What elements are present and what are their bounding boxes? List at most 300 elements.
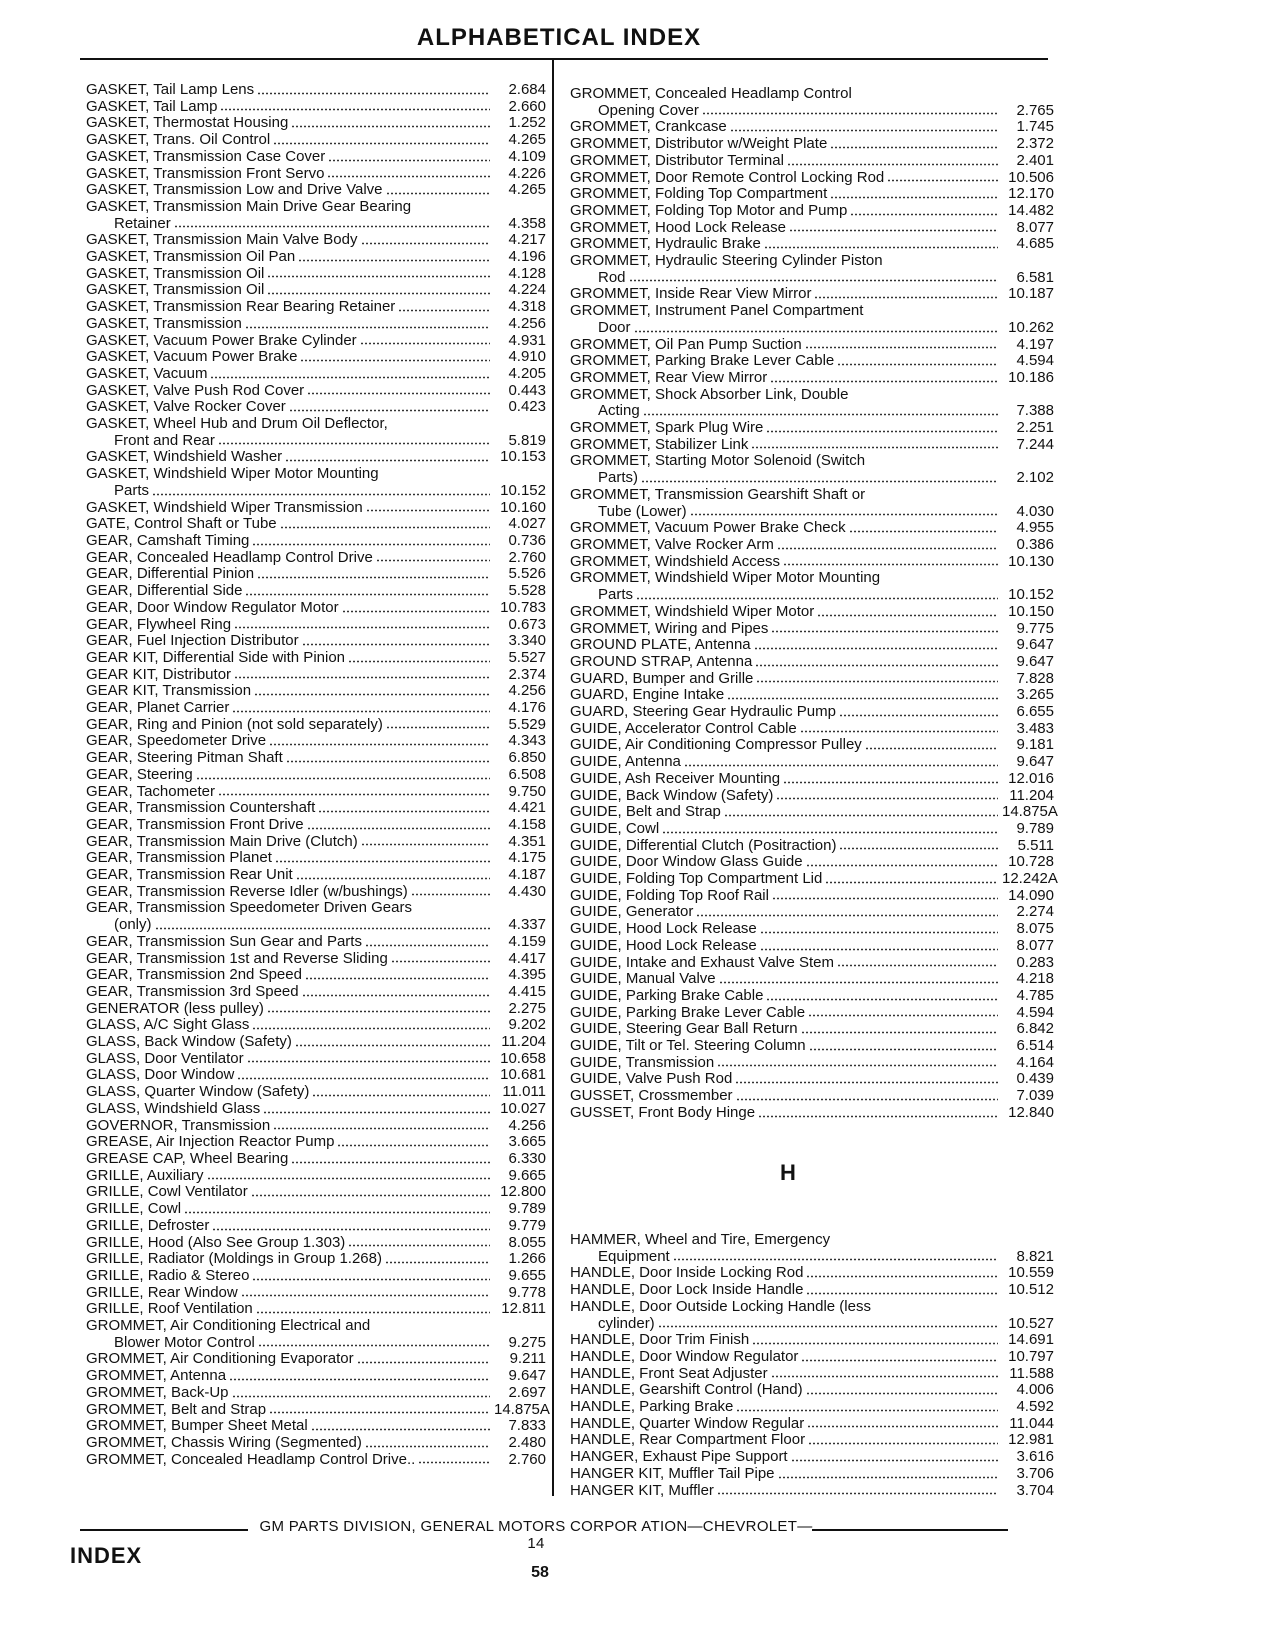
entry-page-ref: 12.800 bbox=[500, 1183, 546, 1201]
entry-page-ref: 2.760 bbox=[508, 1450, 546, 1468]
index-entry bbox=[80, 650, 546, 667]
dot-leader bbox=[673, 1258, 998, 1261]
entry-text: GLASS, Windshield Glass bbox=[86, 1099, 261, 1117]
dot-leader bbox=[752, 1342, 998, 1345]
index-entry bbox=[564, 1071, 1054, 1088]
entry-page-ref: 1.266 bbox=[508, 1250, 546, 1268]
entry-page-ref: 5.526 bbox=[508, 565, 546, 583]
entry-page-ref: 11.588 bbox=[1009, 1364, 1054, 1382]
entry-page-ref: 7.244 bbox=[1016, 435, 1054, 453]
entry-text: HANDLE, Door Window Regulator bbox=[570, 1347, 799, 1365]
index-entry: GROMMET, Shock Absorber Link, Double bbox=[570, 385, 849, 403]
entry-text: HANGER KIT, Muffler Tail Pipe bbox=[570, 1464, 775, 1482]
entry-text: GASKET, Tail Lamp Lens bbox=[86, 81, 255, 98]
index-entry bbox=[80, 249, 546, 266]
dot-leader bbox=[766, 430, 998, 433]
entry-text: GROMMET, Back-Up bbox=[86, 1383, 229, 1401]
dot-leader bbox=[778, 1476, 998, 1479]
entry-page-ref: 9.655 bbox=[508, 1266, 546, 1284]
dot-leader bbox=[806, 1392, 998, 1395]
entry-page-ref: 10.150 bbox=[1008, 602, 1054, 620]
entry-text: Blower Motor Control bbox=[114, 1333, 255, 1351]
index-entry bbox=[80, 82, 546, 99]
dot-leader bbox=[245, 326, 490, 329]
dot-leader bbox=[805, 346, 998, 349]
index-entry bbox=[80, 1184, 546, 1201]
dot-leader bbox=[210, 376, 490, 379]
entry-page-ref: 3.265 bbox=[1016, 686, 1054, 704]
dot-leader bbox=[690, 513, 998, 516]
dot-leader bbox=[273, 142, 490, 145]
index-entry bbox=[80, 383, 546, 400]
entry-page-ref: 4.417 bbox=[508, 949, 546, 967]
entry-text: GROMMET, Air Conditioning Evaporator bbox=[86, 1350, 354, 1368]
entry-page-ref: 4.265 bbox=[508, 131, 546, 149]
dot-leader bbox=[398, 309, 490, 312]
index-entry bbox=[80, 1084, 546, 1101]
entry-page-ref: 0.283 bbox=[1016, 953, 1054, 971]
dot-leader bbox=[232, 1395, 490, 1398]
footer-rule-left bbox=[80, 1529, 248, 1531]
dot-leader bbox=[251, 1194, 490, 1197]
index-entry bbox=[564, 938, 1054, 955]
dot-leader bbox=[307, 392, 490, 395]
entry-page-ref: 4.197 bbox=[1016, 335, 1054, 353]
entry-text: GRILLE, Auxiliary bbox=[86, 1166, 204, 1184]
entry-text: GEAR, Speedometer Drive bbox=[86, 732, 267, 750]
dot-leader bbox=[307, 827, 490, 830]
index-entry bbox=[564, 1332, 1054, 1349]
entry-page-ref: 10.027 bbox=[500, 1099, 546, 1117]
dot-leader bbox=[328, 159, 490, 162]
entry-page-ref: 0.443 bbox=[508, 381, 546, 399]
dot-leader bbox=[269, 1411, 490, 1414]
entry-page-ref: 0.423 bbox=[508, 398, 546, 416]
dot-leader bbox=[252, 1278, 490, 1281]
dot-leader bbox=[229, 1378, 490, 1381]
index-entry bbox=[564, 1432, 1054, 1449]
dot-leader bbox=[736, 1098, 998, 1101]
entry-text: GROMMET, Stabilizer Link bbox=[570, 435, 749, 453]
dot-leader bbox=[220, 108, 490, 111]
index-entry bbox=[80, 1351, 546, 1368]
index-entry bbox=[80, 99, 546, 116]
entry-text: GLASS, Back Window (Safety) bbox=[86, 1033, 292, 1051]
dot-leader bbox=[807, 1425, 998, 1428]
dot-leader bbox=[291, 125, 490, 128]
index-entry bbox=[564, 119, 1054, 136]
entry-page-ref: 6.842 bbox=[1016, 1020, 1054, 1038]
index-entry bbox=[564, 186, 1054, 203]
index-entry bbox=[564, 788, 1054, 805]
index-entry bbox=[80, 583, 546, 600]
index-entry bbox=[564, 337, 1054, 354]
index-entry bbox=[564, 270, 1054, 287]
entry-text: GEAR, Differential Pinion bbox=[86, 565, 255, 583]
entry-page-ref: 10.728 bbox=[1008, 853, 1054, 871]
index-entry bbox=[564, 637, 1054, 654]
index-entry bbox=[564, 170, 1054, 187]
dot-leader bbox=[809, 1048, 998, 1051]
entry-page-ref: 4.196 bbox=[508, 248, 546, 266]
entry-text: GUIDE, Manual Valve bbox=[570, 970, 716, 988]
dot-leader bbox=[252, 543, 490, 546]
entry-page-ref: 2.760 bbox=[508, 548, 546, 566]
dot-leader bbox=[152, 493, 490, 496]
entry-page-ref: 6.514 bbox=[1016, 1037, 1054, 1055]
dot-leader bbox=[760, 931, 998, 934]
dot-leader bbox=[348, 660, 490, 663]
entry-text: GUIDE, Steering Gear Ball Return bbox=[570, 1020, 798, 1038]
index-entry: GROMMET, Starting Motor Solenoid (Switch bbox=[570, 452, 866, 470]
entry-text: GROMMET, Windshield Access bbox=[570, 552, 781, 570]
entry-text: GROMMET, Crankcase bbox=[570, 118, 727, 136]
dot-leader bbox=[801, 1031, 998, 1034]
entry-text: GASKET, Trans. Oil Control bbox=[86, 131, 271, 149]
entry-text: GUIDE, Hood Lock Release bbox=[570, 936, 757, 954]
entry-text: GASKET, Windshield Wiper Transmission bbox=[86, 498, 363, 516]
entry-text: GROMMET, Folding Top Compartment bbox=[570, 185, 828, 203]
entry-text: Parts bbox=[598, 586, 634, 604]
dot-leader bbox=[376, 559, 490, 562]
footer-publisher: GM PARTS DIVISION, GENERAL MOTORS CORPOR ATION—CHEVROLET—14 bbox=[259, 1518, 813, 1552]
entry-text: GUIDE, Belt and Strap bbox=[570, 803, 721, 821]
entry-page-ref: 4.592 bbox=[1016, 1398, 1054, 1416]
footer-section-label: INDEX bbox=[70, 1543, 143, 1568]
dot-leader bbox=[360, 342, 490, 345]
entry-text: GEAR, Transmission Reverse Idler (w/bushings) bbox=[86, 882, 408, 900]
entry-text: GROMMET, Valve Rocker Arm bbox=[570, 535, 774, 553]
dot-leader bbox=[256, 1311, 490, 1314]
entry-page-ref: 9.211 bbox=[509, 1350, 546, 1368]
index-entry bbox=[564, 286, 1054, 303]
index-entry bbox=[564, 1416, 1054, 1433]
entry-text: GEAR, Transmission 2nd Speed bbox=[86, 966, 302, 984]
section-letter-h: H bbox=[780, 1160, 796, 1185]
entry-page-ref: 6.655 bbox=[1016, 703, 1054, 721]
dot-leader bbox=[727, 697, 998, 700]
index-entry bbox=[80, 333, 546, 350]
dot-leader bbox=[237, 1077, 490, 1080]
dot-leader bbox=[311, 1428, 490, 1431]
dot-leader bbox=[724, 814, 998, 817]
index-entry bbox=[80, 232, 546, 249]
index-entry bbox=[564, 437, 1054, 454]
dot-leader bbox=[273, 1127, 490, 1130]
dot-leader bbox=[174, 225, 490, 228]
dot-leader bbox=[849, 530, 998, 533]
index-entry: GROMMET, Air Conditioning Electrical and bbox=[86, 1317, 371, 1335]
entry-page-ref: 9.275 bbox=[508, 1333, 546, 1351]
entry-page-ref: 10.506 bbox=[1008, 168, 1054, 186]
dot-leader bbox=[286, 760, 490, 763]
entry-page-ref: 12.981 bbox=[1008, 1431, 1054, 1449]
index-entry bbox=[80, 967, 546, 984]
entry-page-ref: 5.819 bbox=[508, 431, 546, 449]
index-entry bbox=[80, 1385, 546, 1402]
dot-leader bbox=[887, 179, 998, 182]
entry-page-ref: 8.055 bbox=[508, 1233, 546, 1251]
entry-page-ref: 11.204 bbox=[501, 1033, 546, 1051]
dot-leader bbox=[289, 409, 490, 412]
entry-text: GLASS, Quarter Window (Safety) bbox=[86, 1083, 310, 1101]
entry-page-ref: 4.187 bbox=[508, 866, 546, 884]
index-entry bbox=[80, 399, 546, 416]
entry-page-ref: 2.251 bbox=[1016, 419, 1054, 437]
index-entry bbox=[80, 834, 546, 851]
index-entry bbox=[564, 654, 1054, 671]
dot-leader bbox=[629, 279, 998, 282]
entry-text: GASKET, Transmission Case Cover bbox=[86, 147, 326, 165]
entry-text: GEAR, Transmission Planet bbox=[86, 849, 272, 867]
entry-text: Retainer bbox=[114, 214, 171, 232]
entry-text: GUIDE, Parking Brake Cable bbox=[570, 986, 764, 1004]
index-entry bbox=[80, 1368, 546, 1385]
entry-page-ref: 3.706 bbox=[1016, 1464, 1054, 1482]
dot-leader bbox=[357, 1361, 490, 1364]
dot-leader bbox=[777, 547, 998, 550]
entry-page-ref: 0.736 bbox=[508, 531, 546, 549]
dot-leader bbox=[760, 948, 998, 951]
index-entry bbox=[564, 153, 1054, 170]
entry-text: HANDLE, Parking Brake bbox=[570, 1398, 734, 1416]
index-entry bbox=[564, 1105, 1054, 1122]
dot-leader bbox=[717, 1064, 998, 1067]
entry-page-ref: 10.262 bbox=[1008, 318, 1054, 336]
entry-text: GEAR, Flywheel Ring bbox=[86, 615, 232, 633]
index-entry bbox=[80, 951, 546, 968]
index-entry bbox=[80, 1218, 546, 1235]
entry-text: GUIDE, Accelerator Control Cable bbox=[570, 719, 797, 737]
entry-text: GROMMET, Spark Plug Wire bbox=[570, 419, 764, 437]
dot-leader bbox=[756, 680, 998, 683]
entry-text: GROMMET, Distributor Terminal bbox=[570, 151, 784, 169]
entry-text: GASKET, Transmission Oil Pan bbox=[86, 248, 296, 266]
index-entry bbox=[564, 1249, 1054, 1266]
dot-leader bbox=[280, 526, 490, 529]
index-entry: GROMMET, Windshield Wiper Motor Mounting bbox=[570, 569, 881, 587]
entry-page-ref: 2.765 bbox=[1016, 101, 1054, 119]
index-entry bbox=[80, 516, 546, 533]
entry-page-ref: 9.665 bbox=[508, 1166, 546, 1184]
index-entry bbox=[80, 1418, 546, 1435]
entry-text: HANDLE, Front Seat Adjuster bbox=[570, 1364, 768, 1382]
entry-page-ref: 4.358 bbox=[508, 214, 546, 232]
entry-page-ref: 14.090 bbox=[1008, 886, 1054, 904]
index-entry bbox=[564, 904, 1054, 921]
dot-leader bbox=[234, 626, 490, 629]
dot-leader bbox=[717, 1492, 998, 1495]
index-entry bbox=[80, 1452, 546, 1469]
entry-page-ref: 7.833 bbox=[508, 1417, 546, 1435]
entry-page-ref: 12.840 bbox=[1008, 1103, 1054, 1121]
dot-leader bbox=[302, 643, 490, 646]
entry-text: GUIDE, Generator bbox=[570, 903, 694, 921]
dot-leader bbox=[751, 446, 998, 449]
index-entry bbox=[80, 433, 546, 450]
index-entry bbox=[564, 1399, 1054, 1416]
index-entry bbox=[80, 700, 546, 717]
index-entry bbox=[564, 1282, 1054, 1299]
entry-text: GASKET, Vacuum bbox=[86, 364, 208, 382]
dot-leader bbox=[766, 998, 998, 1001]
index-entry bbox=[564, 854, 1054, 871]
entry-text: GEAR, Steering Pitman Shaft bbox=[86, 749, 283, 767]
entry-page-ref: 4.175 bbox=[508, 849, 546, 867]
entry-page-ref: 4.128 bbox=[508, 264, 546, 282]
dot-leader bbox=[837, 363, 998, 366]
index-entry bbox=[564, 220, 1054, 237]
entry-text: GUIDE, Cowl bbox=[570, 819, 660, 837]
entry-text: GUIDE, Parking Brake Lever Cable bbox=[570, 1003, 806, 1021]
entry-text: GROMMET, Oil Pan Pump Suction bbox=[570, 335, 802, 353]
index-entry bbox=[80, 1285, 546, 1302]
index-entry bbox=[564, 604, 1054, 621]
dot-leader bbox=[643, 413, 998, 416]
entry-text: GUARD, Engine Intake bbox=[570, 686, 725, 704]
index-entry bbox=[564, 721, 1054, 738]
dot-leader bbox=[770, 380, 998, 383]
entry-text: GUIDE, Ash Receiver Mounting bbox=[570, 769, 781, 787]
entry-text: GROMMET, Bumper Sheet Metal bbox=[86, 1417, 308, 1435]
entry-page-ref: 10.187 bbox=[1008, 285, 1054, 303]
index-entry: GASKET, Windshield Wiper Motor Mounting bbox=[86, 465, 379, 483]
entry-page-ref: 11.011 bbox=[502, 1083, 546, 1101]
index-entry: HAMMER, Wheel and Tire, Emergency bbox=[570, 1231, 831, 1248]
entry-page-ref: 12.170 bbox=[1008, 185, 1054, 203]
index-entry: GASKET, Wheel Hub and Drum Oil Deflector, bbox=[86, 415, 388, 433]
entry-page-ref: 14.875A bbox=[494, 1400, 550, 1418]
entry-text: GUIDE, Door Window Glass Guide bbox=[570, 853, 803, 871]
entry-page-ref: 4.337 bbox=[508, 916, 546, 934]
page-number: 58 bbox=[531, 1564, 549, 1581]
index-entry bbox=[564, 1055, 1054, 1072]
index-entry bbox=[564, 771, 1054, 788]
entry-page-ref: 4.159 bbox=[508, 932, 546, 950]
dot-leader bbox=[366, 509, 490, 512]
index-entry bbox=[80, 1235, 546, 1252]
dot-leader bbox=[825, 881, 998, 884]
dot-leader bbox=[275, 860, 490, 863]
dot-leader bbox=[218, 442, 490, 445]
index-entry bbox=[80, 449, 546, 466]
index-entry bbox=[80, 1201, 546, 1218]
entry-page-ref: 4.343 bbox=[508, 732, 546, 750]
entry-page-ref: 2.480 bbox=[508, 1433, 546, 1451]
entry-text: Tube (Lower) bbox=[598, 502, 687, 520]
entry-text: GUIDE, Folding Top Roof Rail bbox=[570, 886, 769, 904]
entry-text: GOVERNOR, Transmission bbox=[86, 1116, 271, 1134]
entry-text: GREASE CAP, Wheel Bearing bbox=[86, 1150, 289, 1167]
entry-page-ref: 6.850 bbox=[508, 749, 546, 767]
entry-page-ref: 4.030 bbox=[1016, 502, 1054, 520]
dot-leader bbox=[218, 793, 490, 796]
footer-rule-right bbox=[812, 1529, 1008, 1531]
entry-page-ref: 4.265 bbox=[508, 181, 546, 199]
index-entry bbox=[564, 470, 1054, 487]
title-rule bbox=[80, 58, 1048, 60]
dot-leader bbox=[269, 743, 490, 746]
entry-text: GASKET, Transmission Oil bbox=[86, 281, 265, 299]
index-entry bbox=[80, 934, 546, 951]
entry-text: GLASS, Door Window bbox=[86, 1066, 235, 1084]
entry-text: GROMMET, Chassis Wiring (Segmented) bbox=[86, 1433, 362, 1451]
dot-leader bbox=[296, 877, 490, 880]
dot-leader bbox=[787, 163, 998, 166]
entry-page-ref: 4.415 bbox=[508, 982, 546, 1000]
entry-text: GROMMET, Belt and Strap bbox=[86, 1400, 267, 1418]
dot-leader bbox=[312, 1094, 490, 1097]
entry-page-ref: 4.931 bbox=[508, 331, 546, 349]
index-entry bbox=[80, 500, 546, 517]
index-section-h bbox=[564, 1232, 1054, 1499]
entry-text: GEAR, Transmission Front Drive bbox=[86, 815, 304, 833]
entry-page-ref: 9.647 bbox=[1016, 652, 1054, 670]
index-entry bbox=[564, 1265, 1054, 1282]
entry-text: GEAR, Transmission 3rd Speed bbox=[86, 982, 299, 1000]
entry-page-ref: 10.152 bbox=[1008, 586, 1054, 604]
dot-leader bbox=[295, 1044, 490, 1047]
dot-leader bbox=[730, 129, 998, 132]
entry-page-ref: 10.658 bbox=[500, 1049, 546, 1067]
index-entry bbox=[564, 671, 1054, 688]
entry-text: GRILLE, Cowl bbox=[86, 1200, 182, 1218]
dot-leader bbox=[839, 847, 998, 850]
entry-page-ref: 10.152 bbox=[500, 481, 546, 499]
index-entry bbox=[564, 1449, 1054, 1466]
index-entry bbox=[80, 1301, 546, 1318]
dot-leader bbox=[808, 1014, 998, 1017]
entry-page-ref: 2.374 bbox=[508, 665, 546, 683]
entry-page-ref: 4.205 bbox=[508, 364, 546, 382]
index-entry bbox=[564, 704, 1054, 721]
dot-leader bbox=[348, 1244, 490, 1247]
entry-text: GROUND STRAP, Antenna bbox=[570, 652, 753, 670]
index-entry bbox=[564, 236, 1054, 253]
index-entry bbox=[80, 1051, 546, 1068]
column-divider bbox=[552, 60, 554, 1496]
entry-page-ref: 14.691 bbox=[1008, 1331, 1054, 1349]
entry-page-ref: 12.016 bbox=[1008, 769, 1054, 787]
entry-page-ref: 10.512 bbox=[1008, 1281, 1054, 1299]
entry-text: GRILLE, Roof Ventilation bbox=[86, 1300, 253, 1318]
entry-text: GRILLE, Radio & Stereo bbox=[86, 1266, 250, 1284]
dot-leader bbox=[302, 994, 490, 997]
entry-page-ref: 8.075 bbox=[1016, 920, 1054, 938]
entry-page-ref: 4.027 bbox=[508, 515, 546, 533]
entry-text: GASKET, Transmission Front Servo bbox=[86, 164, 325, 182]
index-entry bbox=[564, 988, 1054, 1005]
index-entry bbox=[564, 537, 1054, 554]
entry-text: GROMMET, Rear View Mirror bbox=[570, 368, 768, 386]
entry-page-ref: 7.039 bbox=[1016, 1087, 1054, 1105]
index-entry bbox=[564, 1021, 1054, 1038]
dot-leader bbox=[361, 242, 491, 245]
entry-text: GASKET, Valve Rocker Cover bbox=[86, 398, 286, 416]
entry-page-ref: 9.778 bbox=[508, 1283, 546, 1301]
dot-leader bbox=[267, 275, 490, 278]
entry-page-ref: 10.783 bbox=[500, 598, 546, 616]
dot-leader bbox=[806, 1292, 998, 1295]
index-entry bbox=[564, 921, 1054, 938]
dot-leader bbox=[212, 1228, 490, 1231]
entry-page-ref: 10.527 bbox=[1008, 1314, 1054, 1332]
entry-page-ref: 0.673 bbox=[508, 615, 546, 633]
entry-text: GEAR, Differential Side bbox=[86, 582, 243, 600]
entry-text: GUIDE, Folding Top Compartment Lid bbox=[570, 870, 823, 888]
entry-text: GROMMET, Hydraulic Brake bbox=[570, 235, 761, 253]
entry-text: GUARD, Steering Gear Hydraulic Pump bbox=[570, 703, 836, 721]
